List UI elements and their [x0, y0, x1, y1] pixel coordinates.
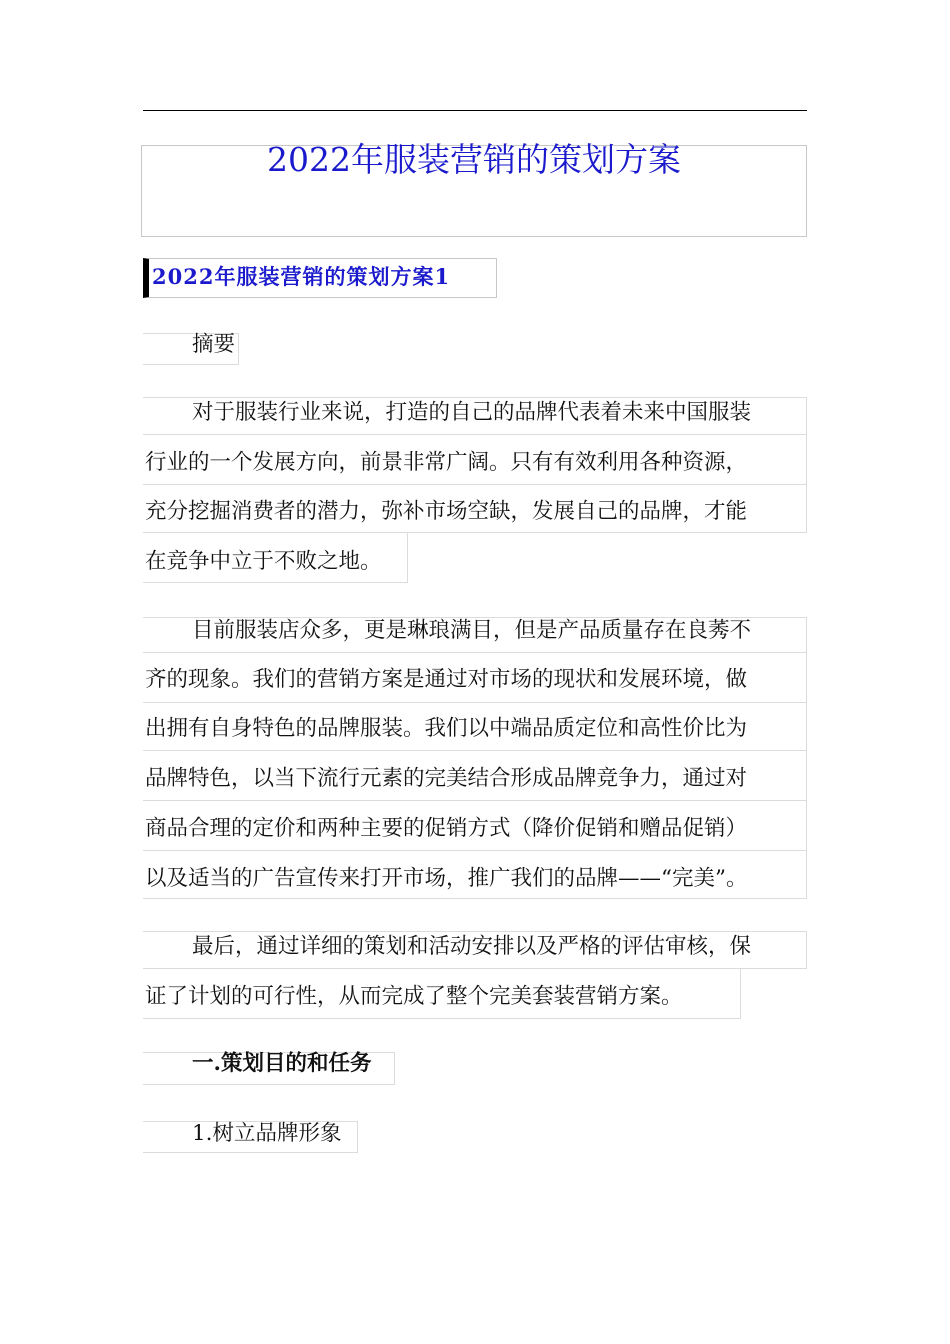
- paragraph-3-line-2: 证了计划的可行性，从而完成了整个完美套装营销方案。: [145, 984, 683, 1009]
- paragraph-2-line-6: 以及适当的广告宣传来打开市场，推广我们的品牌——“完美”。: [145, 866, 748, 891]
- document-title: 2022年服装营销的策划方案: [267, 140, 681, 179]
- paragraph-2-line-5: 商品合理的定价和两种主要的促销方式（降价促销和赠品促销）: [145, 816, 748, 841]
- top-rule: [143, 110, 807, 111]
- paragraph-2-line-4: 品牌特色，以当下流行元素的完美结合形成品牌竞争力，通过对: [145, 766, 748, 791]
- section-1-heading: 一.策划目的和任务: [192, 1051, 372, 1076]
- paragraph-3-line-1: 最后，通过详细的策划和活动安排以及严格的评估审核，保: [192, 934, 752, 959]
- paragraph-2-line-2: 齐的现象。我们的营销方案是通过对市场的现状和发展环境，做: [145, 667, 748, 692]
- paragraph-1-line-3: 充分挖掘消费者的潜力，弥补市场空缺，发展自己的品牌，才能: [145, 499, 748, 524]
- paragraph-2-line-1: 目前服装店众多，更是琳琅满目，但是产品质量存在良莠不: [192, 618, 752, 643]
- paragraph-1-line-2: 行业的一个发展方向，前景非常广阔。只有有效利用各种资源，: [145, 450, 748, 475]
- paragraph-1-line-4: 在竞争中立于不败之地。: [145, 549, 382, 574]
- item-1-heading: 1.树立品牌形象: [192, 1121, 342, 1146]
- section-heading: 2022年服装营销的策划方案1: [152, 264, 451, 289]
- paragraph-1-line-1: 对于服装行业来说，打造的自己的品牌代表着未来中国服装: [192, 400, 752, 425]
- paragraph-2-line-3: 出拥有自身特色的品牌服装。我们以中端品质定位和高性价比为: [145, 716, 748, 741]
- abstract-label: 摘要: [192, 332, 236, 357]
